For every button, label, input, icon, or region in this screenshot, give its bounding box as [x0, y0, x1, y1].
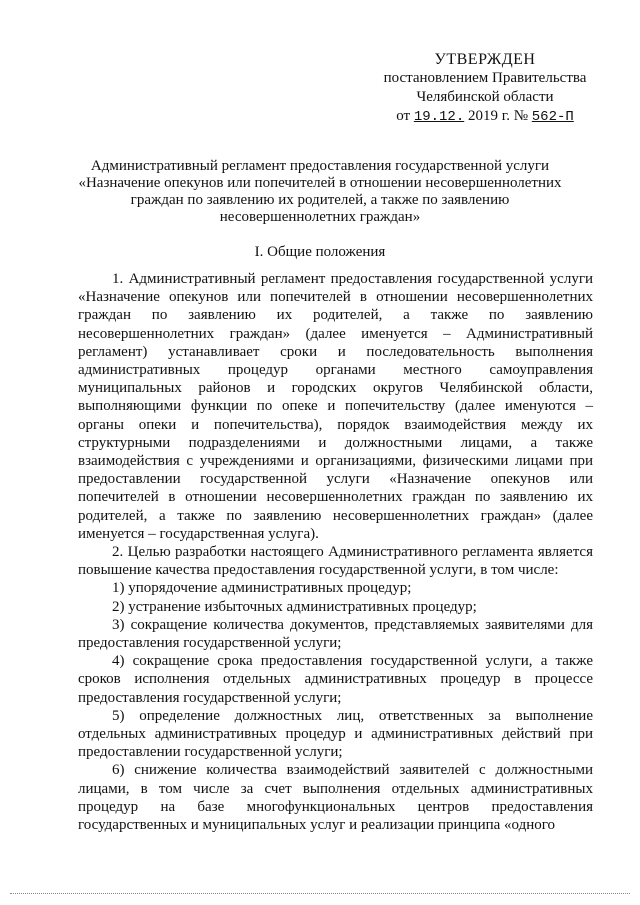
document-title-line: «Назначение опекунов или попечителей в отношении несовершеннолетних	[78, 175, 562, 191]
approval-block	[360, 50, 610, 127]
document-title	[70, 158, 570, 226]
approval-title: УТВЕРЖДЕН	[434, 51, 536, 68]
page-bottom-divider	[10, 893, 630, 895]
paragraph: 2) устранение избыточных административных процедур;	[112, 598, 477, 615]
approval-line2: Челябинской области	[416, 89, 554, 105]
paragraph: 2. Целью разработки настоящего Административного регламента является повышение качества предоставления государственной услуги, в том числе:	[78, 544, 593, 579]
paragraph: 5) определение должностных лиц, ответственных за выполнение отдельных административных процедур и административных действий при предоставлении государственной услуги;	[78, 707, 593, 761]
approval-prefix: от	[396, 108, 411, 124]
section-heading: I. Общие положения	[254, 244, 386, 260]
document-title-line: несовершеннолетних граждан»	[219, 209, 421, 225]
approval-date-line	[360, 107, 610, 127]
paragraph: 4) сокращение срока предоставления государственной услуги, а также сроков исполнения отдельных административных процедур в процессе предоставления государственной услуги;	[78, 653, 593, 706]
paragraph: 1) упорядочение административных процедур;	[112, 580, 412, 597]
document-body	[78, 270, 593, 834]
approval-year: 2019 г. №	[467, 108, 529, 124]
document-title-line: граждан по заявлению их родителей, а также по заявлению	[130, 192, 510, 208]
document-title-line: Административный регламент предоставления государственной услуги	[90, 158, 550, 174]
approval-line1: постановлением Правительства	[383, 70, 587, 86]
approval-date: 19.12.	[413, 109, 465, 125]
paragraph: 1. Административный регламент предоставления государственной услуги «Назначение опекунов или попечителей в отношении несовершеннолетних граждан по заявлению их родителей, а также по заявлению несовершеннолетних граждан» (далее именуется – Административный регламент) устанавливает сроки и последовательность выполнения административных процедур органами местного самоуправления муниципальных районов и городских округов Челябинской области, выполняющими функции по опеке и попечительству (далее именуются – органы опеки и попечительства), порядок взаимодействия между их структурными подразделениями и должностными лицами, а также взаимодействия с учреждениями и организациями, физическими лицами при предоставлении государственной услуги «Назначение опекунов или попечителей в отношении несовершеннолетних граждан по заявлению их родителей, а также по заявлению несовершеннолетних граждан» (далее именуется – государственная услуга).	[78, 271, 593, 542]
approval-number: 562-П	[531, 109, 574, 125]
paragraph: 6) снижение количества взаимодействий заявителей с должностными лицами, в том числе за счет выполнения отдельных административных процедур на базе многофункциональных центров предоставления государственных и муниципальных услуг и реализации принципа «одного	[78, 762, 593, 834]
paragraph: 3) сокращение количества документов, представляемых заявителями для предоставления государственной услуги;	[78, 616, 593, 652]
